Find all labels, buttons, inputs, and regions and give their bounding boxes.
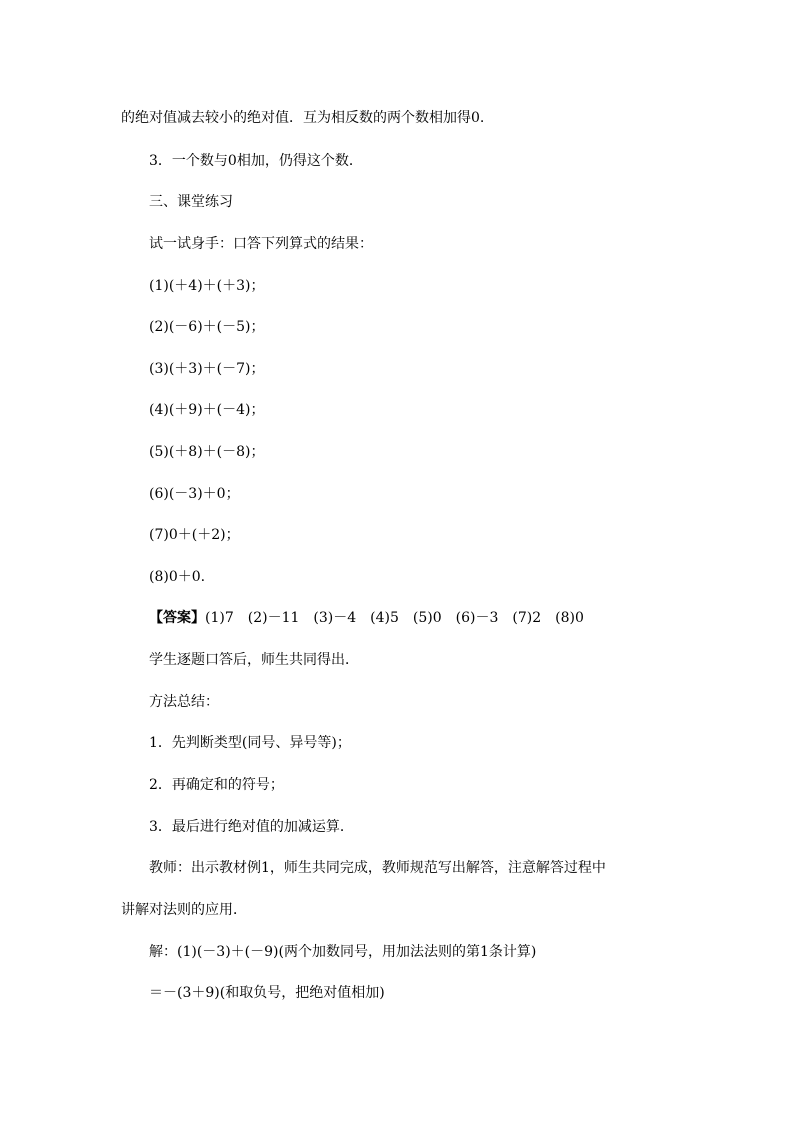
exercise-item-7: (7)0＋(＋2)； <box>149 527 240 543</box>
exercise-item-6: (6)(－3)＋0； <box>149 486 240 502</box>
answer-item-4: (4)5 <box>370 610 399 626</box>
answer-item-2: (2)－11 <box>247 610 300 626</box>
exercise-intro: 试一试身手：口答下列算式的结果： <box>149 236 373 252</box>
paragraph-line-2: 3．一个数与0相加，仍得这个数． <box>149 153 363 169</box>
answer-label: 【答案】 <box>149 610 205 626</box>
method-step-3: 3．最后进行绝对值的加减运算． <box>149 819 354 835</box>
exercise-item-2: (2)(－6)＋(－5)； <box>149 319 265 335</box>
solution-line-2: ＝－(3＋9)(和取负号，把绝对值相加) <box>149 985 385 1001</box>
exercise-item-1: (1)(＋4)＋(＋3)； <box>149 278 265 294</box>
paragraph-line-students: 学生逐题口答后，师生共同得出． <box>149 652 359 668</box>
paragraph-line-1: 的绝对值减去较小的绝对值．互为相反数的两个数相加得0. <box>121 110 485 126</box>
answer-item-3: (3)－4 <box>313 610 357 626</box>
answer-item-5: (5)0 <box>412 610 442 626</box>
method-summary-heading: 方法总结： <box>149 694 219 710</box>
answer-item-7: (7)2 <box>512 610 542 626</box>
answer-item-1: (1)7 <box>205 610 234 626</box>
answer-item-8: (8)0 <box>555 610 584 626</box>
exercise-item-3: (3)(＋3)＋(－7)； <box>149 361 265 377</box>
solution-line-1: 解：(1)(－3)＋(－9)(两个加数同号，用加法法则的第1条计算) <box>149 944 537 960</box>
answer-line <box>149 608 598 628</box>
exercise-item-5: (5)(＋8)＋(－8)； <box>149 444 265 460</box>
exercise-item-4: (4)(＋9)＋(－4)； <box>149 402 265 418</box>
answer-item-6: (6)－3 <box>455 610 499 626</box>
teacher-paragraph-line-2: 讲解对法则的应用． <box>121 902 247 918</box>
method-step-1: 1．先判断类型(同号、异号等)； <box>149 735 351 751</box>
section-heading: 三、课堂练习 <box>149 194 233 210</box>
method-step-2: 2．再确定和的符号； <box>149 777 284 793</box>
exercise-item-8: (8)0＋0. <box>149 569 206 585</box>
teacher-paragraph-line-1: 教师：出示教材例1，师生共同完成，教师规范写出解答，注意解答过程中 <box>149 860 606 876</box>
